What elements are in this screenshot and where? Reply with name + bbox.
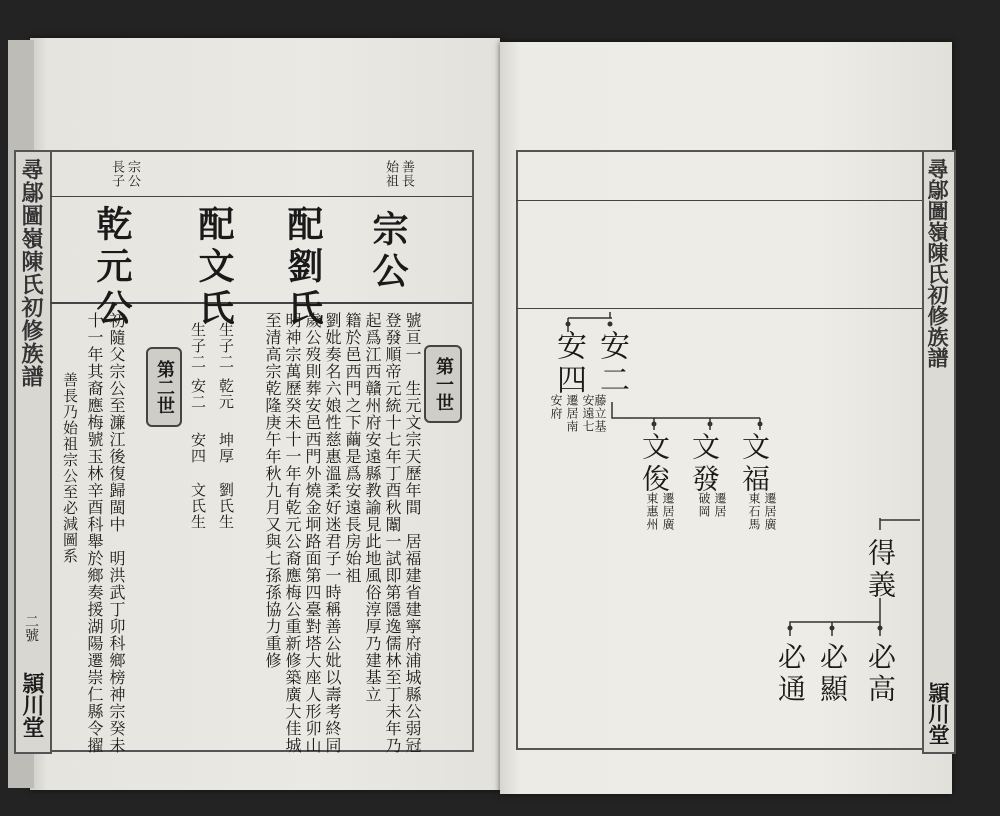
node-bixian: 必顯 <box>816 642 849 706</box>
node-wenjun: 文俊 <box>638 432 671 496</box>
node-an2: 安二 <box>594 330 629 398</box>
header-left-col1: 宗公 <box>125 160 140 188</box>
gen-seal-2: 第二世 <box>146 347 182 427</box>
sons-mid-item: 安二 <box>189 378 207 410</box>
node-bigao: 必高 <box>864 642 897 706</box>
node-deyi: 得義 <box>864 538 897 602</box>
node-an4-note2: 安府 <box>549 394 563 420</box>
left-outer-note: 善長乃始祖宗公至必減圖系 <box>61 372 79 564</box>
sons-mid-item: 生子二 <box>189 322 207 370</box>
node-wenfu-note2: 東石馬 <box>747 492 761 531</box>
node-wenjun-note2: 東惠州 <box>645 492 659 531</box>
name-qianyuan-gong: 乾元公 <box>91 205 133 331</box>
bio-right-col: 登發順帝元統十七年丁酉秋闈一試即第隱逸儒林至丁未年乃 <box>383 312 402 754</box>
bio-right-col: 籍於邑西門之下繭是爲安遠長房始祖 <box>343 312 362 584</box>
bio-right-col: 劉妣奏名六娘性慈惠溫柔好迷君子一時稱善公妣以壽考終同 <box>323 312 342 754</box>
node-wenfu: 文福 <box>738 432 771 496</box>
sons-mid-item: 文氏生 <box>189 482 207 530</box>
sons-right-item: 劉氏生 <box>217 482 235 530</box>
bio-left-col: 初隨父宗公至濂江後復歸閩中 明洪武丁卯科鄉榜神宗癸未 <box>107 312 126 754</box>
node-wenfa: 文發 <box>688 432 721 496</box>
sons-right-item: 乾元 <box>217 378 235 410</box>
bio-right-col: 起爲江西贛州府安遠縣教諭見此地風俗淳厚乃建基立 <box>363 312 382 703</box>
node-wenjun-note: 遷居廣 <box>661 492 675 531</box>
left-title-bottom: 頴川堂 <box>19 672 45 738</box>
node-wenfu-note: 遷居廣 <box>763 492 777 531</box>
bio-left-col: 十一年其裔應梅號玉林辛酉科舉於鄉奏援湖陽遷崇仁縣令擢 <box>85 312 104 754</box>
right-title-text: 尋鄔圖嶺陳氏初修族譜 <box>925 158 950 368</box>
sons-mid-item: 安四 <box>189 432 207 464</box>
sons-right-item: 生子二 <box>217 322 235 370</box>
bio-right-col: 至清高宗乾隆庚午年秋九月又與七孫孫協力重修 <box>263 312 282 669</box>
spouse-liu: 配劉氏 <box>282 205 324 331</box>
left-title-lower: 二號 <box>23 614 39 642</box>
sons-right-item: 坤厚 <box>217 432 235 464</box>
bio-right-col: 歲公歿則葬安邑西門外燒金坰路面第四臺對塔大座人形卯山 <box>303 312 322 754</box>
spouse-wen: 配文氏 <box>193 205 235 331</box>
left-title-text: 尋鄔圖嶺陳氏初修族譜 <box>18 158 44 388</box>
bio-right-col: 號亘一 生元文宗天歷年間 居福建省建寧府浦城縣公弱冠 <box>403 312 422 754</box>
gen-seal-1: 第一世 <box>424 345 462 423</box>
node-bitong: 必通 <box>774 642 807 706</box>
bio-right-col: 明神宗萬歷癸未十一年有乾元公裔應梅公重新修築廣大佳城 <box>283 312 302 754</box>
name-zong-gong: 宗公 <box>367 210 409 294</box>
node-an2-note: 安遠七 <box>581 394 595 433</box>
header-right-col1: 善長 <box>399 160 414 188</box>
right-title-bottom: 頴川堂 <box>926 682 951 745</box>
node-an4-note: 遷居南 <box>565 394 579 433</box>
header-left-col2: 長子 <box>109 160 124 188</box>
node-an2-note2: 藤立基 <box>593 394 607 433</box>
node-an4: 安四 <box>551 330 586 398</box>
node-wenfa-note2: 破岡 <box>697 492 711 518</box>
node-wenfa-note: 遷居 <box>713 492 727 518</box>
header-right-col2: 始祖 <box>383 160 398 188</box>
